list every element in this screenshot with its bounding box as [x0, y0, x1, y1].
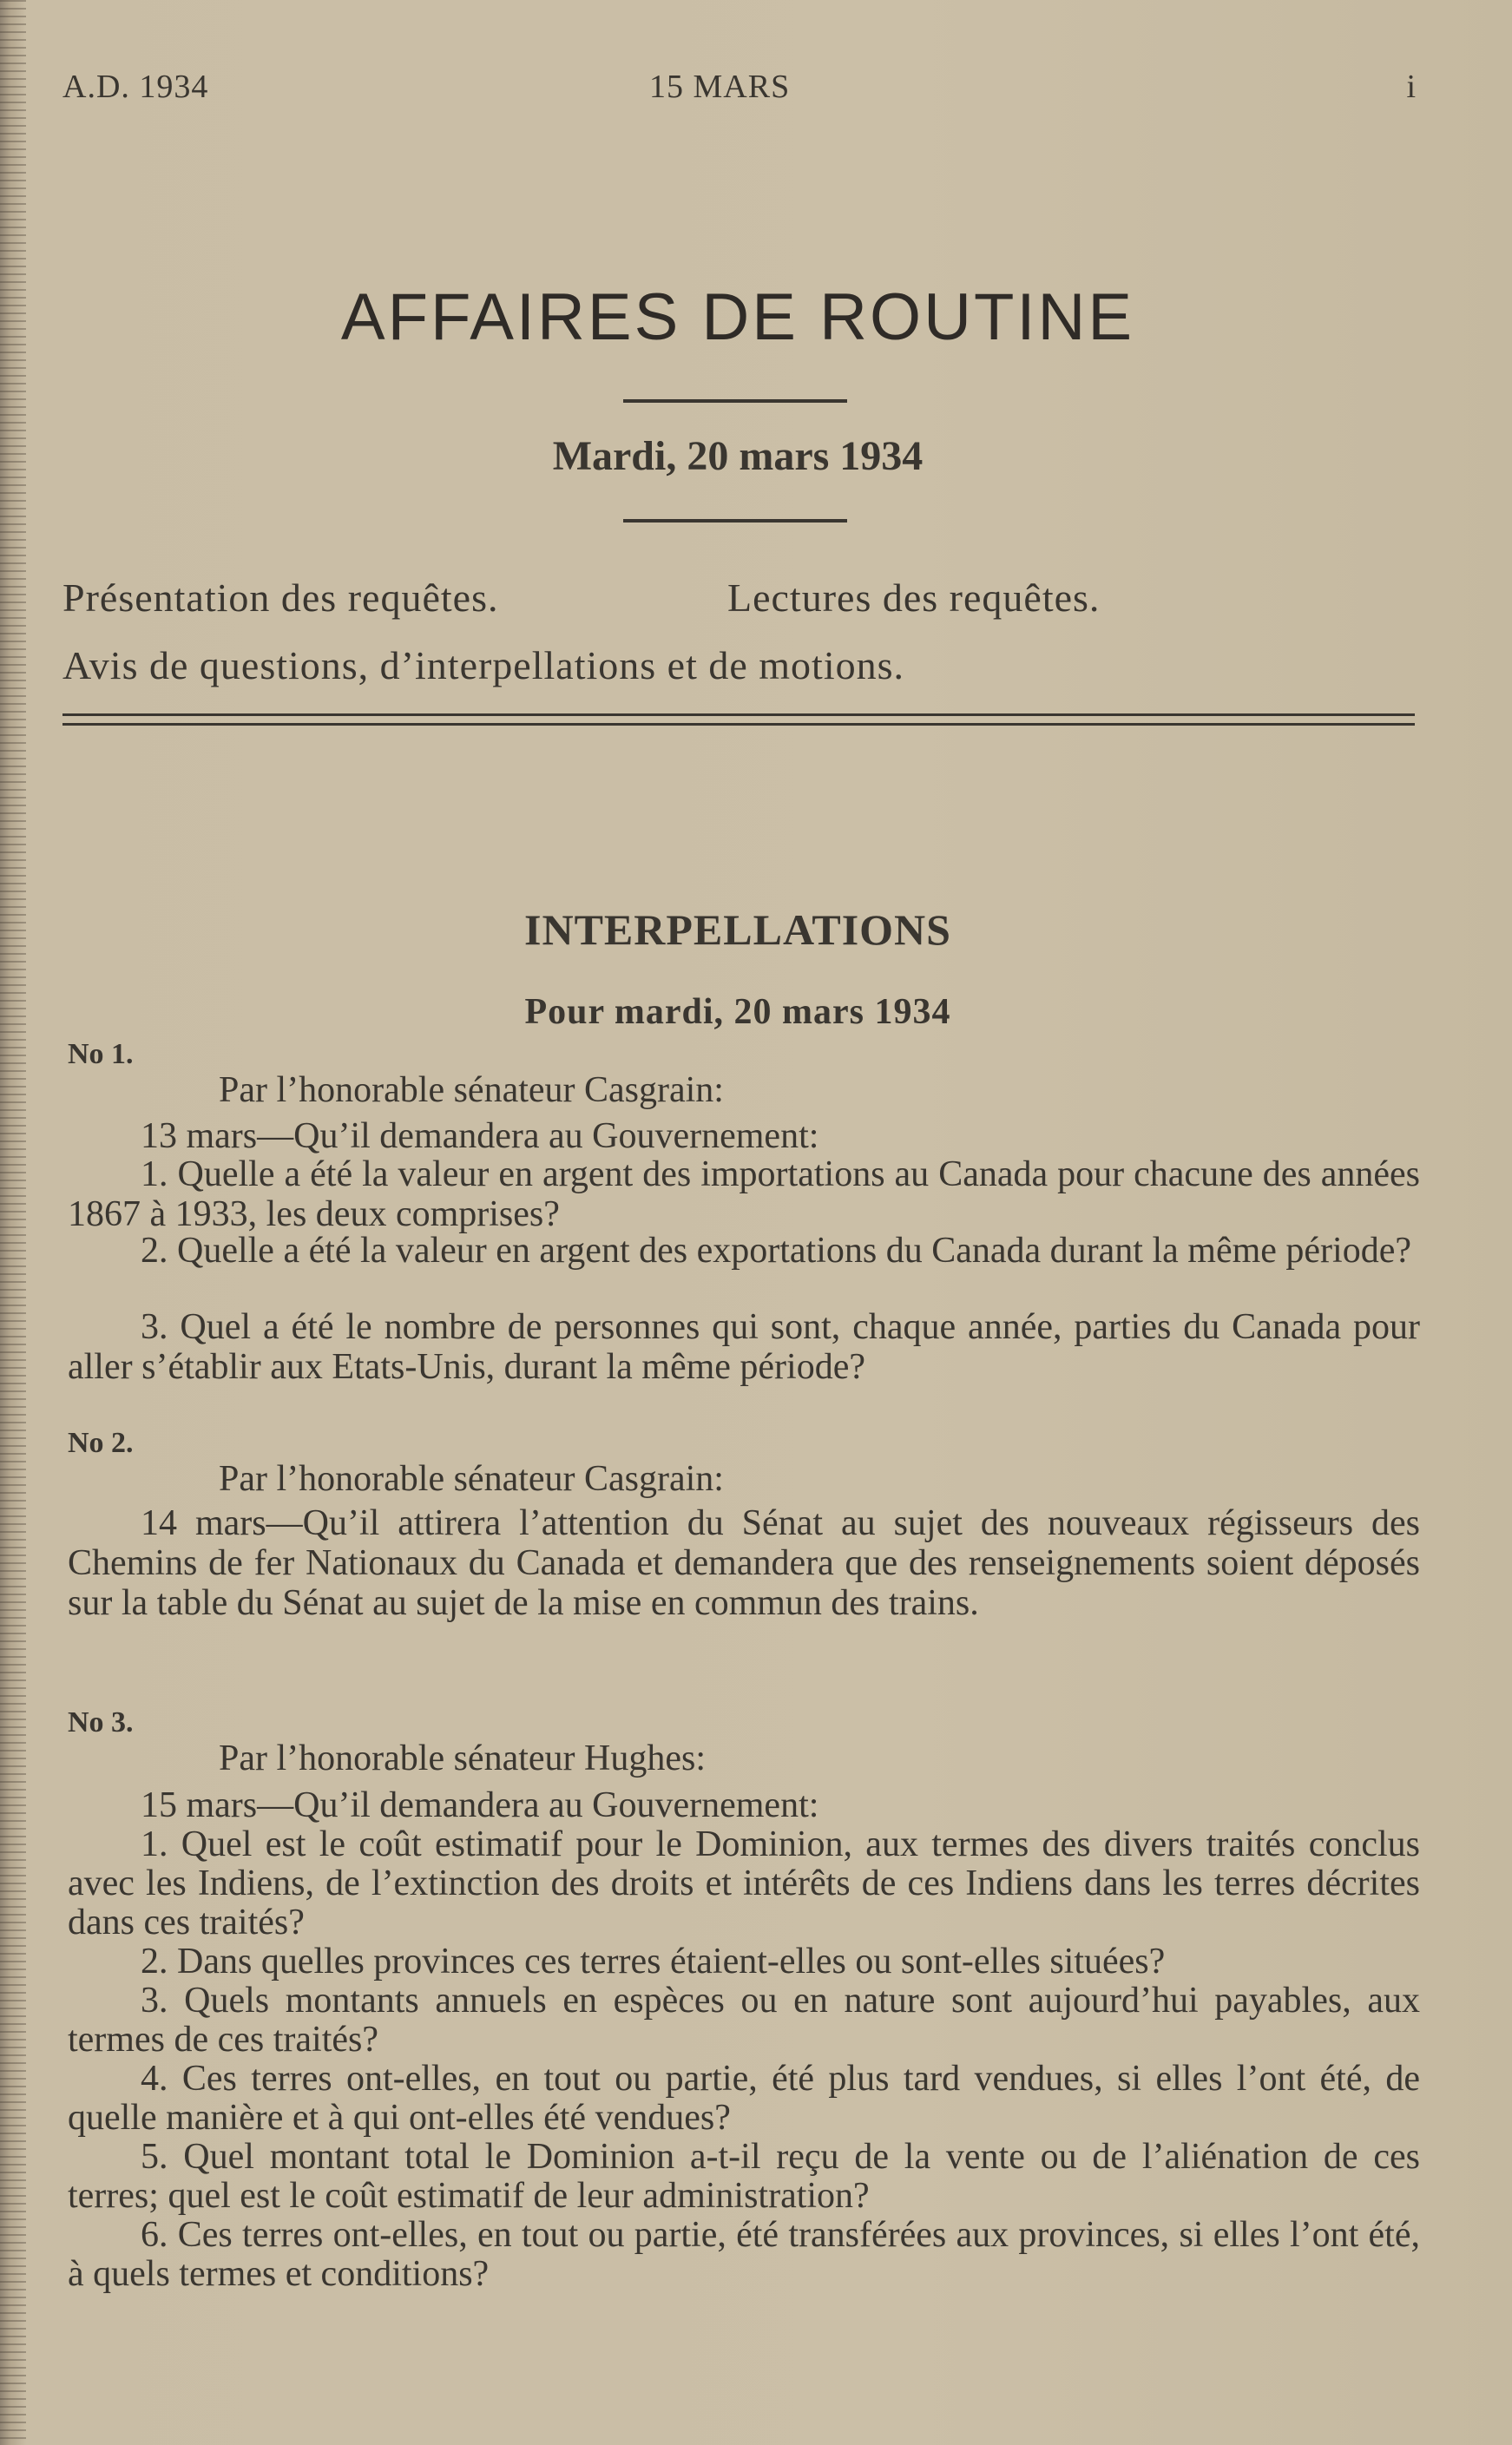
title-divider: [623, 399, 847, 403]
running-head: [62, 68, 1417, 111]
item-number: No 2.: [68, 1427, 134, 1459]
page-binding-edge: [0, 0, 26, 2445]
running-head-date: 15 MARS: [649, 69, 791, 105]
item-paragraph: 4. Ces terres ont-elles, en tout ou partie, été plus tard vendues, si elles l’ont été, de quelle manière et à qui ont-elles été vendues?: [68, 2059, 1420, 2138]
item-paragraph: 14 mars—Qu’il attirera l’attention du Sénat au sujet des nouveaux régisseurs des Chemins de fer Nationaux du Canada et demandera que des renseignements soient déposés sur la table du Sénat au sujet de la mise en commun des trains.: [68, 1503, 1420, 1623]
item-paragraph: 13 mars—Qu’il demandera au Gouvernement:: [141, 1116, 819, 1156]
section-title: INTERPELLATIONS: [524, 905, 951, 954]
item-paragraph: 5. Quel montant total le Dominion a-t-il reçu de la vente ou de l’aliénation de ces terres; quel est le coût estimatif de leur administration?: [68, 2137, 1420, 2216]
item-author: Par l’honorable sénateur Casgrain:: [219, 1459, 724, 1499]
section-subtitle: Pour mardi, 20 mars 1934: [524, 992, 951, 1032]
sitting-date: Mardi, 20 mars 1934: [552, 433, 924, 479]
procedure-notices: Avis de questions, d’interpellations et de motions.: [62, 643, 905, 687]
procedure-presentation: Présentation des requêtes.: [62, 575, 499, 620]
item-paragraph: 2. Dans quelles provinces ces terres étaient-elles ou sont-elles situées?: [141, 1942, 1166, 1982]
item-paragraph: 6. Ces terres ont-elles, en tout ou partie, été transférées aux provinces, si elles l’ont été, à quels termes et conditions?: [68, 2215, 1420, 2294]
section-double-rule: [62, 713, 1415, 726]
item-paragraph: 3. Quels montants annuels en espèces ou en nature sont aujourd’hui payables, aux termes de ces traités?: [68, 1981, 1420, 2060]
procedures-line-1: [62, 575, 1101, 621]
item-paragraph: 1. Quel est le coût estimatif pour le Dominion, aux termes des divers traités conclus avec les Indiens, de l’extinction des droits et intérêts de ces Indiens dans les terres décrites dans ces traités?: [68, 1824, 1420, 1942]
item-author: Par l’honorable sénateur Casgrain:: [219, 1070, 724, 1110]
page-number: i: [1406, 69, 1417, 105]
item-paragraph: 15 mars—Qu’il demandera au Gouvernement:: [141, 1785, 819, 1825]
item-author: Par l’honorable sénateur Hughes:: [219, 1738, 706, 1778]
item-paragraph: 1. Quelle a été la valeur en argent des importations au Canada pour chacune des années 1867 à 1933, les deux comprises?: [68, 1154, 1420, 1234]
running-head-year: A.D. 1934: [62, 69, 209, 105]
date-divider: [623, 519, 847, 523]
procedure-readings: Lectures des requêtes.: [727, 575, 1101, 620]
item-paragraph: 2. Quelle a été la valeur en argent des exportations du Canada durant la même période?: [141, 1231, 1411, 1271]
item-number: No 1.: [68, 1038, 134, 1070]
item-number: No 3.: [68, 1706, 134, 1738]
procedures-line-2: [62, 642, 904, 688]
page-title: AFFAIRES DE ROUTINE: [340, 280, 1135, 354]
item-paragraph: 3. Quel a été le nombre de personnes qui sont, chaque année, parties du Canada pour aller s’établir aux Etats-Unis, durant la même période?: [68, 1307, 1420, 1387]
